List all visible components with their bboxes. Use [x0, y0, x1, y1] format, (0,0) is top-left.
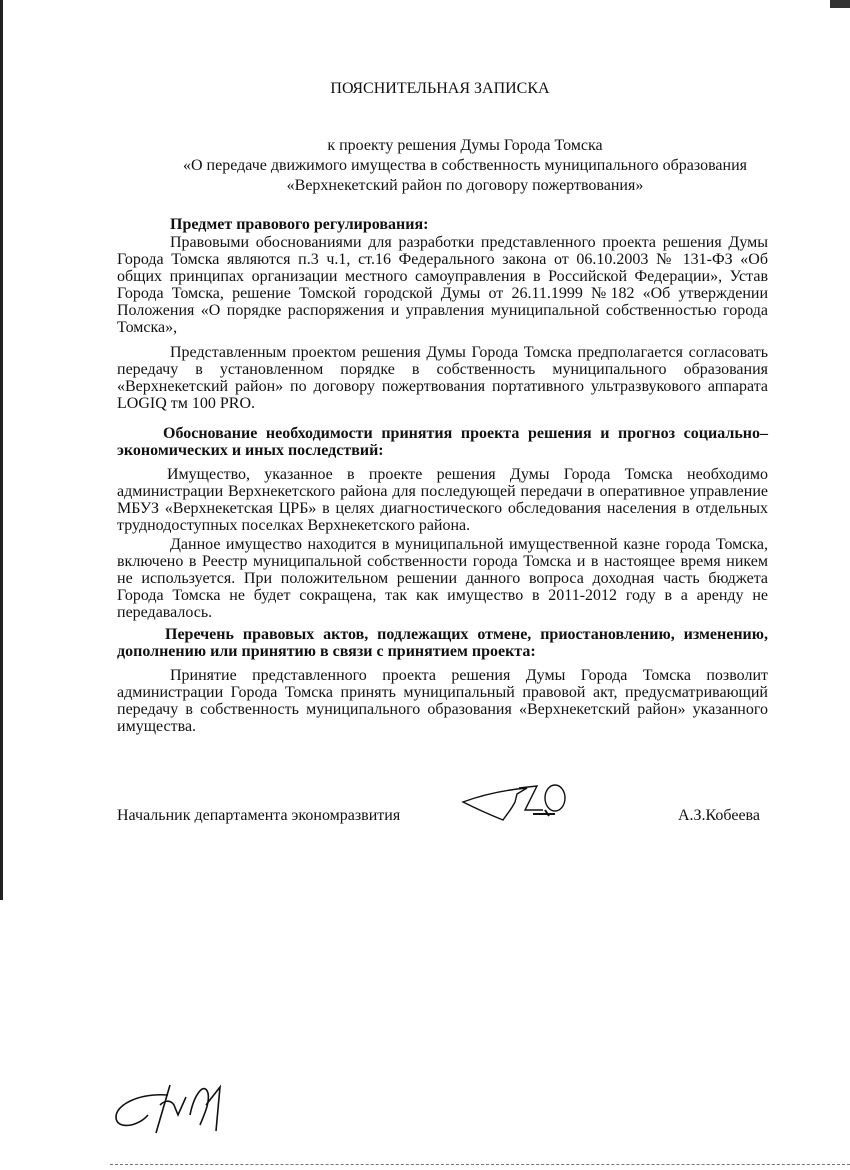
paragraph: Представленным проектом решения Думы Города Томска предполагается согласовать передачу в установленном порядке в собственность муниципального образования «Верхнекетский район» по договору пожертвования портативного ультразвукового аппарата LOGIQ тм 100 PRO.: [117, 344, 768, 412]
handwritten-signature: [455, 780, 575, 830]
signature-block: [117, 807, 768, 824]
paragraph: Данное имущество находится в муниципальной имущественной казне города Томска, включено в Реестр муниципальной собственности города Томска и в настоящее время никем не используется. При положительном решении данного вопроса доходная часть бюджета Города Томска не будет сокращена, так как имущество в 2011-2012 году в а аренду не передавалось.: [117, 536, 768, 621]
paragraph: Принятие представленного проекта решения Думы Города Томска позволит администрации Города Томска принять муниципальный правовой акт, предусматривающий передачу в собственность муниципального образования «Верхнекетский район» указанного имущества.: [117, 667, 768, 735]
subtitle-line: «Верхнекетский район по договору пожертвования»: [286, 177, 644, 194]
subtitle-line: к проекту решения Думы Города Томска: [327, 137, 603, 154]
document-subtitle: [150, 136, 780, 196]
scan-corner-artifact: [830, 0, 850, 8]
signatory-position: Начальник департамента экономразвития: [117, 807, 401, 824]
document-title: ПОЯСНИТЕЛЬНАЯ ЗАПИСКА: [330, 80, 550, 97]
handwritten-initials: [108, 1075, 233, 1140]
subtitle-line: «О передаче движимого имущества в собственность муниципального образования: [182, 157, 748, 174]
section-heading: Обоснование необходимости принятия проекта решения и прогноз социально–экономических и иных последствий:: [117, 425, 768, 459]
paragraph: Имущество, указанное в проекте решения Думы Города Томска необходимо администрации Верхнекетского района для последующей передачи в оперативное управление МБУЗ «Верхнекетская ЦРБ» в целях диагностического обследования населения в отдельных труднодоступных поселках Верхнекетского района.: [117, 466, 768, 534]
scan-bottom-artifact: [110, 1164, 850, 1165]
section-heading: Перечень правовых актов, подлежащих отмене, приостановлению, изменению, дополнению или принятию в связи с принятием проекта:: [117, 626, 768, 660]
scan-edge-artifact: [0, 0, 3, 900]
signatory-name: А.З.Кобеева: [677, 807, 760, 824]
section-heading: Предмет правового регулирования:: [170, 216, 429, 233]
paragraph: Правовыми обоснованиями для разработки представленного проекта решения Думы Города Томска являются п.3 ч.1, ст.16 Федерального закона от 06.10.2003 № 131-ФЗ «Об общих принципах организации местного самоуправления в Российской Федерации», Устав Города Томска, решение Томской городской Думы от 26.11.1999 №182 «Об утверждении Положения «О порядке распоряжения и управления муниципальной собственностью города Томска»,: [117, 234, 768, 336]
